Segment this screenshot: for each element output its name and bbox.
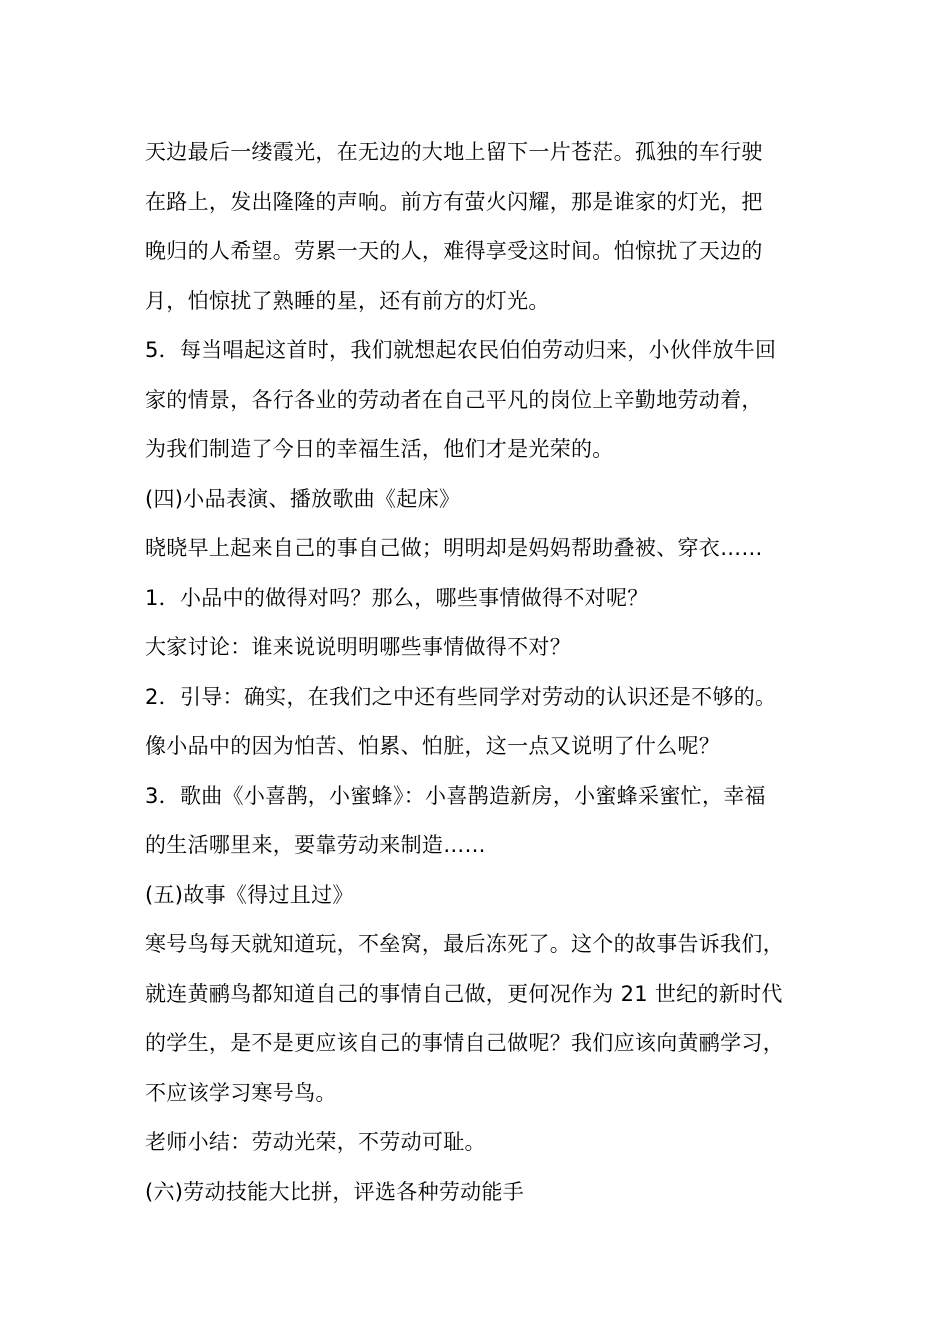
text-line: 不应该学习寒号鸟。 (145, 1080, 337, 1105)
text-line: 老师小结：劳动光荣，不劳动可耻。 (145, 1130, 486, 1154)
text-line: 月，怕惊扰了熟睡的星，还有前方的灯光。 (145, 288, 550, 313)
text-line: 的学生，是不是更应该自己的事情自己做呢？我们应该向黄鹂学习， (145, 1031, 784, 1055)
text-line: 5．每当唱起这首时，我们就想起农民伯伯劳动归来，小伙伴放牛回 (145, 338, 777, 362)
section-heading: (六)劳动技能大比拼，评选各种劳动能手 (145, 1179, 525, 1204)
text-line: 在路上，发出隆隆的声响。前方有萤火闪耀，那是谁家的灯光，把 (145, 189, 763, 214)
text-line: 1．小品中的做得对吗？那么，哪些事情做得不对呢？ (145, 585, 649, 610)
text-line: 3．歌曲《小喜鹊，小蜜蜂》：小喜鹊造新房，小蜜蜂采蜜忙，幸福 (145, 783, 766, 808)
text-line: 像小品中的因为怕苦、怕累、怕脏，这一点又说明了什么呢？ (145, 734, 721, 758)
text-line: 晚归的人希望。劳累一天的人，难得享受这时间。怕惊扰了天边的 (145, 239, 763, 263)
text-line: 晓晓早上起来自己的事自己做；明明却是妈妈帮助叠被、穿衣…… (145, 536, 763, 560)
text-line: 寒号鸟每天就知道玩，不垒窝，最后冻死了。这个的故事告诉我们， (145, 932, 784, 956)
text-line: 天边最后一缕霞光，在无边的大地上留下一片苍茫。孤独的车行驶 (145, 140, 763, 164)
text-line: 为我们制造了今日的幸福生活，他们才是光荣的。 (145, 437, 614, 461)
text-line: 的生活哪里来，要靠劳动来制造…… (145, 833, 486, 857)
document-body (145, 128, 810, 1217)
text-line: 就连黄鹂鸟都知道自己的事情自己做，更何况作为 21 世纪的新时代 (145, 981, 783, 1006)
section-heading: (五)故事《得过且过》 (145, 882, 354, 907)
section-heading: (四)小品表演、播放歌曲《起床》 (145, 486, 461, 511)
text-line: 2．引导：确实，在我们之中还有些同学对劳动的认识还是不够的。 (145, 684, 777, 709)
text-line: 大家讨论：谁来说说明明哪些事情做得不对？ (145, 635, 571, 659)
text-line: 家的情景，各行各业的劳动者在自己平凡的岗位上辛勤地劳动着， (145, 387, 763, 412)
